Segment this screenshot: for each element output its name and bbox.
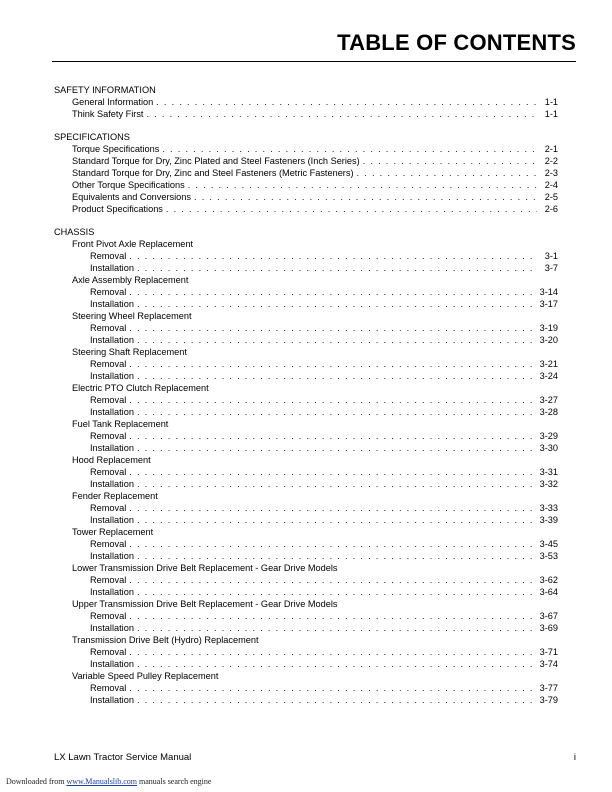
dot-leader [137,514,537,526]
dot-leader [129,502,536,514]
toc-entry[interactable] [54,96,558,108]
toc-entry[interactable] [54,406,558,418]
toc-entry-label: Removal [90,575,127,585]
toc-entry-page: 2-4 [544,180,558,190]
dot-leader [137,442,537,454]
toc-entry-page: 3-62 [539,575,558,585]
toc-entry[interactable] [54,262,558,274]
toc-group-title: Axle Assembly Replacement [72,275,189,285]
toc-entry-label: Equivalents and Conversions [72,192,191,202]
toc-entry-label: Removal [90,683,127,693]
toc-entry-label: Removal [90,395,127,405]
toc-entry-page: 3-71 [539,647,558,657]
toc-entry[interactable] [54,179,558,191]
toc-entry[interactable] [54,322,558,334]
dot-leader [129,394,536,406]
dot-leader [137,622,537,634]
toc-entry[interactable] [54,358,558,370]
toc-entry-label: Installation [90,407,134,417]
toc-entry-page: 3-33 [539,503,558,513]
dot-leader [129,250,537,262]
toc-entry[interactable] [54,502,558,514]
toc-entry[interactable] [54,610,558,622]
dot-leader [188,179,537,191]
toc-entry-label: Torque Specifications [72,144,160,154]
toc-group-title: Transmission Drive Belt (Hydro) Replacement [72,635,259,645]
toc-entry-label: Installation [90,551,134,561]
toc-entry-label: Installation [90,587,134,597]
toc-entry-page: 3-27 [539,395,558,405]
toc-entry-label: Removal [90,539,127,549]
toc-entry[interactable] [54,286,558,298]
page-title: TABLE OF CONTENTS [337,30,576,55]
toc-group-title: Tower Replacement [72,527,154,537]
section-heading: SPECIFICATIONS [54,132,130,142]
dot-leader [137,586,537,598]
toc-entry-page: 3-53 [539,551,558,561]
toc-entry-label: Installation [90,443,134,453]
toc-entry-page: 3-19 [539,323,558,333]
toc-group-title: Steering Shaft Replacement [72,347,187,357]
dot-leader [137,334,537,346]
toc-entry-page: 2-5 [544,192,558,202]
toc-entry-label: Installation [90,695,134,705]
toc-entry-page: 3-21 [539,359,558,369]
dot-leader [146,108,537,120]
toc-entry-label: Removal [90,467,127,477]
dot-leader [129,538,536,550]
toc-group-title: Front Pivot Axle Replacement [72,239,194,249]
toc-entry[interactable] [54,442,558,454]
toc-entry-page: 2-3 [544,168,558,178]
dot-leader [137,658,537,670]
toc-entry-label: Removal [90,647,127,657]
download-prefix: Downloaded from [6,777,65,786]
dot-leader [194,191,537,203]
toc-group-title: Variable Speed Pulley Replacement [72,671,219,681]
toc-entry[interactable] [54,298,558,310]
footer-manual-title: LX Lawn Tractor Service Manual [54,752,192,763]
toc-entry[interactable] [54,682,558,694]
toc-entry-label: Removal [90,611,127,621]
toc-entry-page: 3-24 [539,371,558,381]
toc-entry-page: 3-7 [544,263,558,273]
toc-group-title: Fender Replacement [72,491,158,501]
toc-entry-page: 1-1 [544,109,558,119]
toc-entry[interactable] [54,622,558,634]
toc-group-title: Lower Transmission Drive Belt Replacement - Gear Drive Models [72,563,338,573]
toc-entry-page: 2-6 [544,204,558,214]
toc-entry[interactable] [54,167,558,179]
toc-entry[interactable] [54,394,558,406]
toc-entry[interactable] [54,694,558,706]
dot-leader [137,298,537,310]
toc-entry[interactable] [54,658,558,670]
dot-leader [129,466,536,478]
toc-entry-page: 3-64 [539,587,558,597]
toc-entry-label: Installation [90,371,134,381]
toc-entry-page: 3-31 [539,467,558,477]
toc-group-title: Upper Transmission Drive Belt Replacement - Gear Drive Models [72,599,338,609]
toc-entry-label: General Information [72,97,154,107]
toc-entry-label: Installation [90,299,134,309]
toc-entry[interactable] [54,478,558,490]
toc-entry-label: Removal [90,251,127,261]
toc-entry-page: 3-29 [539,431,558,441]
toc-entry[interactable] [54,586,558,598]
dot-leader [166,203,537,215]
toc-entry-page: 3-39 [539,515,558,525]
toc-entry-page: 3-45 [539,539,558,549]
section-gap [54,215,558,226]
table-of-contents [54,84,558,706]
toc-entry[interactable] [54,334,558,346]
dot-leader [357,167,537,179]
toc-entry-label: Product Specifications [72,204,163,214]
section-heading: CHASSIS [54,227,95,237]
dot-leader [137,478,537,490]
dot-leader [129,286,536,298]
toc-group-title: Steering Wheel Replacement [72,311,192,321]
toc-entry-page: 3-20 [539,335,558,345]
toc-entry[interactable] [54,191,558,203]
title-rule [52,61,576,62]
footer-page-number: i [573,752,576,763]
toc-entry[interactable] [54,514,558,526]
toc-entry-label: Removal [90,287,127,297]
toc-entry[interactable] [54,538,558,550]
toc-entry[interactable] [54,250,558,262]
toc-entry-page: 3-67 [539,611,558,621]
toc-entry[interactable] [54,574,558,586]
toc-entry-label: Installation [90,659,134,669]
section-heading: SAFETY INFORMATION [54,85,156,95]
toc-entry-label: Removal [90,323,127,333]
toc-entry-page: 1-1 [544,97,558,107]
dot-leader [162,143,537,155]
dot-leader [129,610,536,622]
toc-entry-page: 3-1 [544,251,558,261]
toc-group-title: Hood Replacement [72,455,151,465]
toc-entry[interactable] [54,203,558,215]
toc-entry-page: 3-14 [539,287,558,297]
toc-entry[interactable] [54,430,558,442]
toc-entry-label: Standard Torque for Dry, Zinc Plated and Steel Fasteners (Inch Series) [72,156,360,166]
dot-leader [137,550,537,562]
toc-entry-label: Standard Torque for Dry, Zinc and Steel Fasteners (Metric Fasteners) [72,168,354,178]
dot-leader [129,646,536,658]
toc-entry-label: Installation [90,623,134,633]
toc-entry-page: 3-77 [539,683,558,693]
dot-leader [137,262,537,274]
toc-entry[interactable] [54,466,558,478]
toc-entry-label: Removal [90,503,127,513]
dot-leader [156,96,537,108]
dot-leader [129,682,536,694]
toc-entry-label: Installation [90,335,134,345]
toc-group-title: Electric PTO Clutch Replacement [72,383,209,393]
download-note [6,777,211,786]
manualslib-link[interactable]: www.Manualslib.com [66,777,138,786]
toc-entry[interactable] [54,108,558,120]
toc-entry-page: 3-17 [539,299,558,309]
toc-entry[interactable] [54,646,558,658]
toc-entry-label: Installation [90,479,134,489]
toc-entry-page: 3-28 [539,407,558,417]
toc-entry-page: 3-30 [539,443,558,453]
dot-leader [137,370,537,382]
toc-entry-page: 2-1 [544,144,558,154]
toc-entry-page: 3-74 [539,659,558,669]
toc-entry-page: 3-32 [539,479,558,489]
page-footer [54,752,576,763]
toc-entry[interactable] [54,155,558,167]
toc-group-title: Fuel Tank Replacement [72,419,169,429]
dot-leader [129,322,536,334]
toc-entry-page: 3-69 [539,623,558,633]
toc-entry[interactable] [54,550,558,562]
toc-entry[interactable] [54,143,558,155]
dot-leader [129,574,536,586]
toc-entry-label: Think Safety First [72,109,144,119]
toc-entry-label: Other Torque Specifications [72,180,185,190]
toc-entry-label: Installation [90,515,134,525]
dot-leader [137,406,537,418]
toc-entry-label: Removal [90,359,127,369]
toc-entry-label: Removal [90,431,127,441]
toc-entry-page: 3-79 [539,695,558,705]
dot-leader [129,430,536,442]
dot-leader [137,694,537,706]
dot-leader [129,358,536,370]
toc-entry-label: Installation [90,263,134,273]
toc-entry[interactable] [54,370,558,382]
download-suffix: manuals search engine [139,777,212,786]
toc-entry-page: 2-2 [544,156,558,166]
dot-leader [363,155,537,167]
section-gap [54,120,558,131]
